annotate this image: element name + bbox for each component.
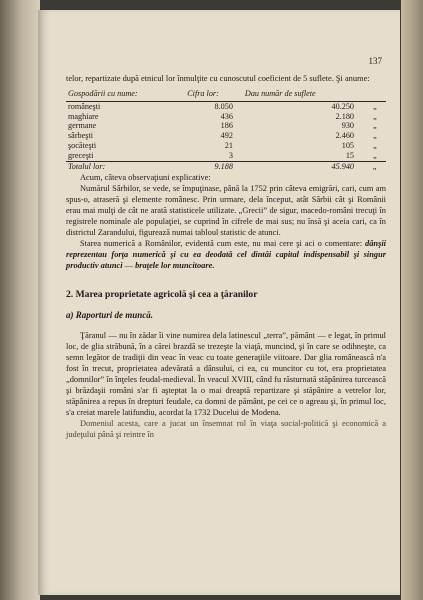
table-row bbox=[66, 151, 386, 161]
table-cell: 40.250 bbox=[331, 101, 354, 111]
table-row bbox=[66, 121, 386, 131]
table-cell: „ bbox=[373, 121, 377, 131]
subsection-title: Raporturi de muncă. bbox=[75, 310, 154, 321]
body-paragraph: Acum, câteva observaţiuni explicative: bbox=[80, 173, 211, 183]
table-header bbox=[364, 89, 386, 101]
table-cell: sârbeşti bbox=[68, 131, 94, 141]
table-cell: 105 bbox=[341, 141, 354, 150]
table-cell: româneşti bbox=[68, 101, 101, 111]
book-page-stack-edge bbox=[401, 0, 423, 600]
table-cell: 2.460 bbox=[335, 131, 354, 141]
table-cell: 2.180 bbox=[335, 111, 354, 121]
subsection-letter: a) bbox=[66, 310, 74, 321]
body-paragraph: Domeniul acesta, care a jucat un însemnat rol în viaţa social-politică şi economică a judeţului până şi reintre în bbox=[66, 418, 386, 439]
page-content bbox=[66, 74, 386, 440]
body-paragraph bbox=[66, 239, 386, 272]
table-total-cell: „ bbox=[364, 161, 386, 171]
table-cell: 930 bbox=[341, 121, 354, 131]
table-cell: 15 bbox=[345, 150, 354, 160]
table-cell: 21 bbox=[224, 141, 233, 150]
table-row bbox=[66, 131, 386, 141]
table-cell: 492 bbox=[220, 131, 233, 141]
body-paragraph: Ţăranul — nu în zădar îi vine numirea dela latinescul „terra”, pământ — e legat, în primul loc, de glia străbună, în a cărei brazdă se trezeşte la viaţă, muncind, şi în care se odihneşte, ca semn legător de tradiţii din veac în veac cu toate generaţiile viitoare. Dar glia românească n'a fost în trecut, proprietatea adevărată a dânsului, ci ea, cu muncitor cu tot, era proprietatea „domnilor” în înţeles feudal-medieval. În veacul XVIII, când fu răsturnată stăpânirea turcească şi brăzdaşii români s'ar fi aşteptat la o mai dreaptă repartizare şi stăpânire a vetrelor lor, stăpânirea a repus în drepturi feudale, ca domni de pământ, pe cei ce o agreau şi, în primul loc, s'a creiat marele latifundiu, acordat la 1732 Ducelui de Modena. bbox=[66, 331, 386, 417]
table-row bbox=[66, 141, 386, 151]
table-cell: greceşti bbox=[68, 150, 94, 160]
paragraph-text: Starea numerică a Românilor, evidentă cum este, nu mai cere şi aci o comentare: bbox=[80, 238, 363, 248]
table-cell: 436 bbox=[220, 111, 233, 121]
table-total-label: Totalul lor: bbox=[66, 161, 185, 171]
table-cell: şocăteşti bbox=[68, 141, 97, 150]
subsection-heading bbox=[66, 310, 386, 321]
population-table bbox=[66, 89, 386, 171]
paragraph-dash: — bbox=[122, 260, 136, 270]
table-row bbox=[66, 112, 386, 122]
table-total-cell: 9.188 bbox=[185, 161, 243, 171]
table-cell: „ bbox=[373, 101, 377, 111]
table-total-row bbox=[66, 161, 386, 171]
table-cell: „ bbox=[373, 141, 377, 150]
table-cell: 3 bbox=[228, 150, 233, 160]
table-cell: maghiare bbox=[68, 111, 99, 121]
table-cell: germane bbox=[68, 121, 97, 131]
body-paragraph: Numărul Sârbilor, se vede, se împuţinase, până la 1752 prin câteva emigrări, cari, cum am spus-o, atraseră şi elemente românesc. Prin urmare, dela început, atât Sârbii cât şi Românii erau mai mulţi de cât ne arată statisticele utilizate. „Grecii” de sigur, macedo-români trecuţi în registrele nominale ale populaţiei, se cuprind în cifrele de mai sus; nu însă şi aceia cari, ca în districtul Zarandului, figurează numai tabloul statistic de atunci. bbox=[66, 184, 386, 237]
table-total-cell: 45.940 bbox=[243, 161, 364, 171]
table-header: Gospodării cu nume: bbox=[66, 89, 185, 101]
emphasized-text: dânşii reprezentau forţa numerică şi cu ea deodată cel dintâi capital indispensabil şi singur productiv atunci bbox=[66, 238, 386, 270]
table-header: Dau număr de suflete bbox=[243, 89, 364, 101]
table-header-row bbox=[66, 89, 386, 101]
emphasized-text: braţele lor muncitoare. bbox=[135, 260, 215, 270]
page-number: 137 bbox=[368, 56, 382, 66]
section-heading: 2. Marea proprietate agricolă şi cea a ţăranilor bbox=[66, 288, 258, 300]
table-cell: „ bbox=[373, 150, 377, 160]
intro-paragraph: telor, repartizate după etnicul lor înmulţite cu cunoscutul coeficient de 5 suflete. Şi anume: bbox=[66, 74, 370, 83]
table-cell: 8.050 bbox=[214, 101, 233, 111]
table-row bbox=[66, 101, 386, 111]
book-spine-edge bbox=[0, 0, 40, 600]
table-cell: 186 bbox=[220, 121, 233, 131]
table-cell: „ bbox=[373, 131, 377, 141]
book-page bbox=[38, 10, 400, 595]
table-cell: „ bbox=[373, 111, 377, 121]
table-header: Cifra lor: bbox=[185, 89, 243, 101]
